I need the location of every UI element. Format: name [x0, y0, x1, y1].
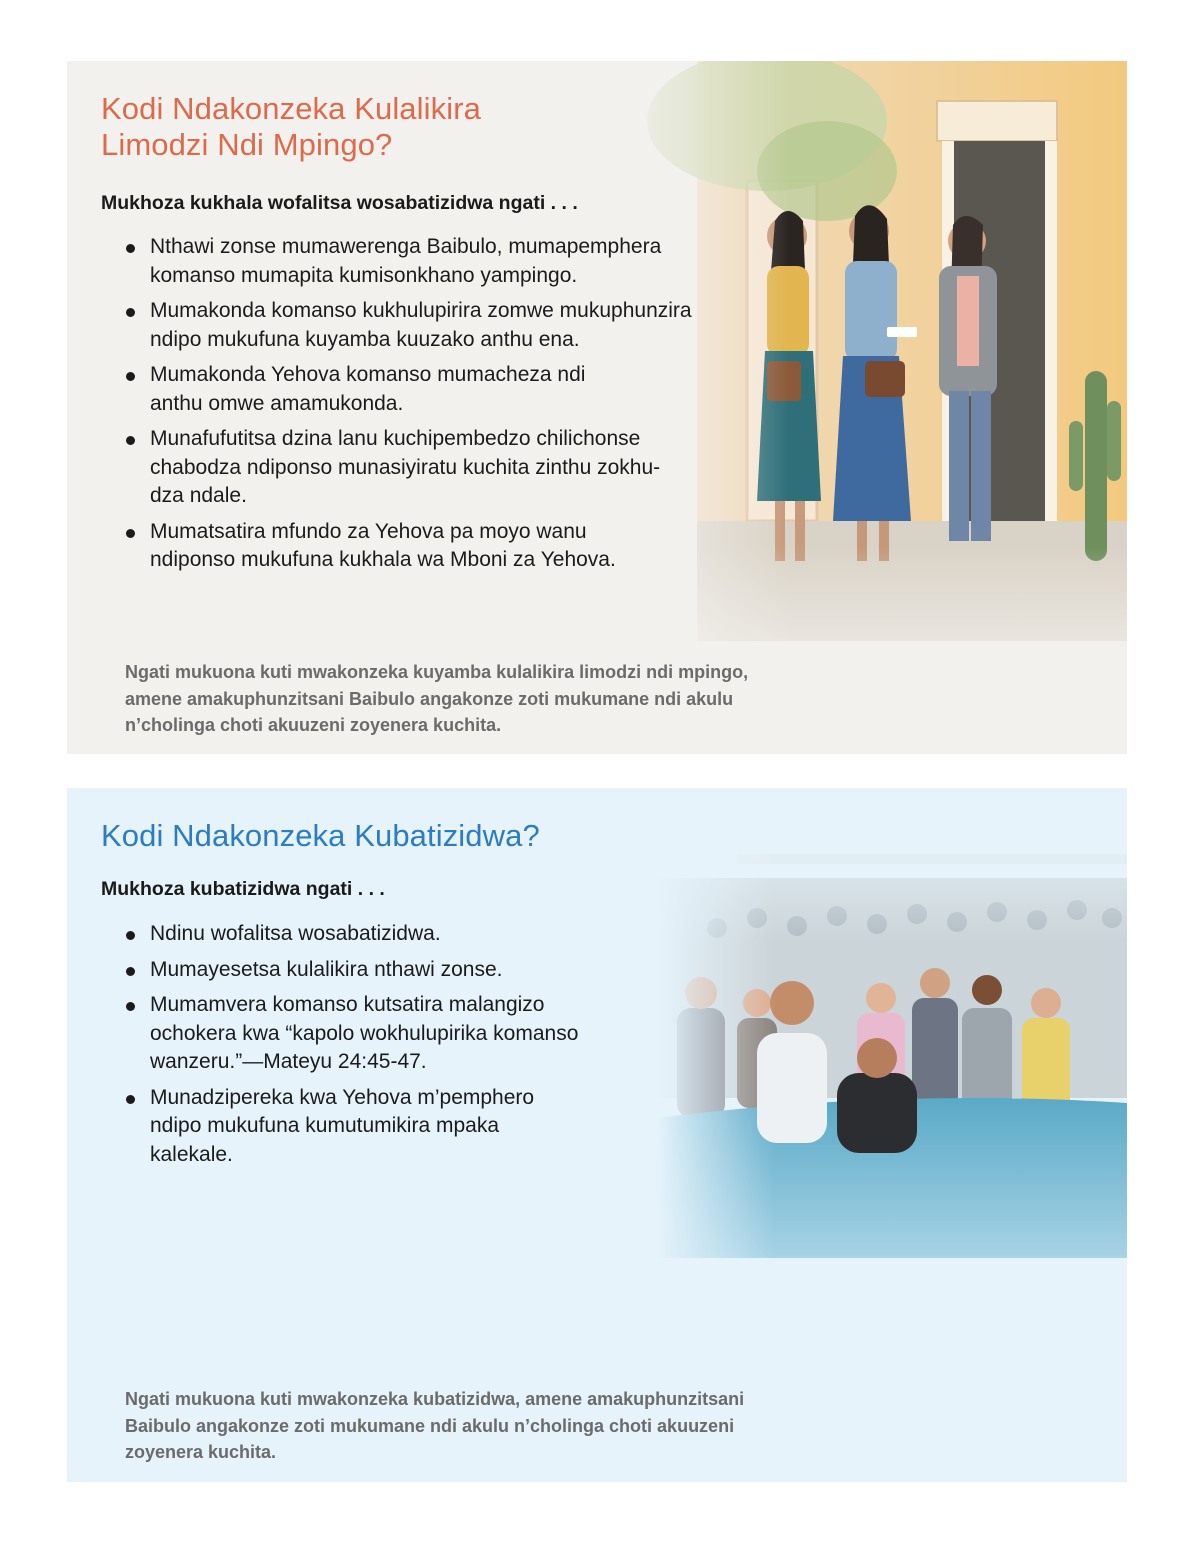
list-item-text: chabodza ndiponso munasiyiratu kuchita zinthu zokhu- [150, 455, 661, 479]
note-line: n’cholinga choti akuuzeni zoyenera kuchita. [125, 715, 502, 735]
section-title [101, 91, 761, 163]
next-step-note [125, 659, 845, 739]
requirements-intro: Mukhoza kubatizidwa ngati . . . [101, 878, 385, 900]
note-line: Ngati mukuona kuti mwakonzeka kuyamba kulalikira limodzi ndi mpingo, [125, 662, 749, 682]
baptism-readiness-panel [67, 788, 1127, 1482]
list-item-text: wanzeru.”—Mateyu 24:45-47. [150, 1050, 427, 1073]
list-item-text: Ndinu wofalitsa wosabatizidwa. [150, 922, 441, 945]
list-item-text: Munafufutitsa dzina lanu kuchipembedzo chilichonse [150, 427, 641, 450]
list-item-text: Mumamvera komanso kutsatira malangizo [150, 993, 545, 1016]
list-item [101, 956, 761, 985]
list-item [101, 361, 761, 418]
list-item-text: ochokera kwa “kapolo wokhulupirika komanso [150, 1021, 579, 1045]
baptism-readiness-content [101, 788, 761, 1176]
bullet-icon [126, 1095, 135, 1104]
list-item-text: ndipo mukufuna kuyamba kuuzako anthu ena. [150, 327, 580, 351]
list-item [101, 1084, 761, 1170]
list-item-text: dza ndale. [150, 484, 247, 507]
note-line: Baibulo angakonze zoti mukumane ndi akulu n’cholinga choti akuuzeni [125, 1415, 735, 1436]
list-item [101, 233, 761, 290]
list-item [101, 991, 761, 1077]
list-item-text: Mumayesetsa kulalikira nthawi zonse. [150, 957, 503, 981]
list-item-text: Mumakonda komanso kukhulupirira zomwe mukuphunzira [150, 299, 692, 322]
list-item [101, 425, 761, 511]
list-item-text: ndipo mukufuna kumutumikira mpaka [150, 1114, 500, 1137]
bullet-icon [126, 436, 135, 445]
list-item-text: anthu omwe amamukonda. [150, 391, 404, 415]
note-line: Ngati mukuona kuti mwakonzeka kubatizidwa, amene amakuphunzitsani [125, 1389, 745, 1409]
next-step-note [125, 1386, 845, 1466]
ministry-readiness-content [101, 61, 761, 582]
bullet-icon [126, 529, 135, 538]
list-item [101, 297, 761, 354]
bullet-icon [126, 1002, 135, 1011]
ministry-readiness-panel [67, 61, 1127, 754]
list-item [101, 518, 761, 575]
bullet-icon [126, 308, 135, 317]
section-title [101, 818, 761, 854]
section-title-line: Kodi Ndakonzeka Kubatizidwa? [101, 818, 540, 853]
bullet-icon [126, 244, 135, 253]
list-item [101, 920, 761, 949]
list-item-text: Munadzipereka kwa Yehova m’pemphero [150, 1085, 535, 1109]
note-line: amene amakuphunzitsani Baibulo angakonze zoti mukumane ndi akulu [125, 688, 734, 709]
requirements-list [101, 233, 761, 575]
list-item-text: komanso mumapita kumisonkhano yampingo. [150, 263, 578, 287]
bullet-icon [126, 931, 135, 940]
requirements-list [101, 920, 761, 1169]
section-title-line: Limodzi Ndi Mpingo? [101, 127, 393, 162]
note-line: zoyenera kuchita. [125, 1442, 277, 1462]
bullet-icon [126, 967, 135, 976]
list-item-text: kalekale. [150, 1142, 233, 1166]
section-title-line: Kodi Ndakonzeka Kulalikira [101, 91, 481, 126]
list-item-text: Mumatsatira mfundo za Yehova pa moyo wanu [150, 519, 587, 543]
list-item-text: Nthawi zonse mumawerenga Baibulo, mumapemphera [150, 235, 662, 258]
requirements-intro: Mukhoza kukhala wofalitsa wosabatizidwa ngati . . . [101, 192, 578, 214]
list-item-text: ndiponso mukufuna kukhala wa Mboni za Yehova. [150, 548, 616, 571]
bullet-icon [126, 372, 135, 381]
list-item-text: Mumakonda Yehova komanso mumacheza ndi [150, 363, 586, 386]
